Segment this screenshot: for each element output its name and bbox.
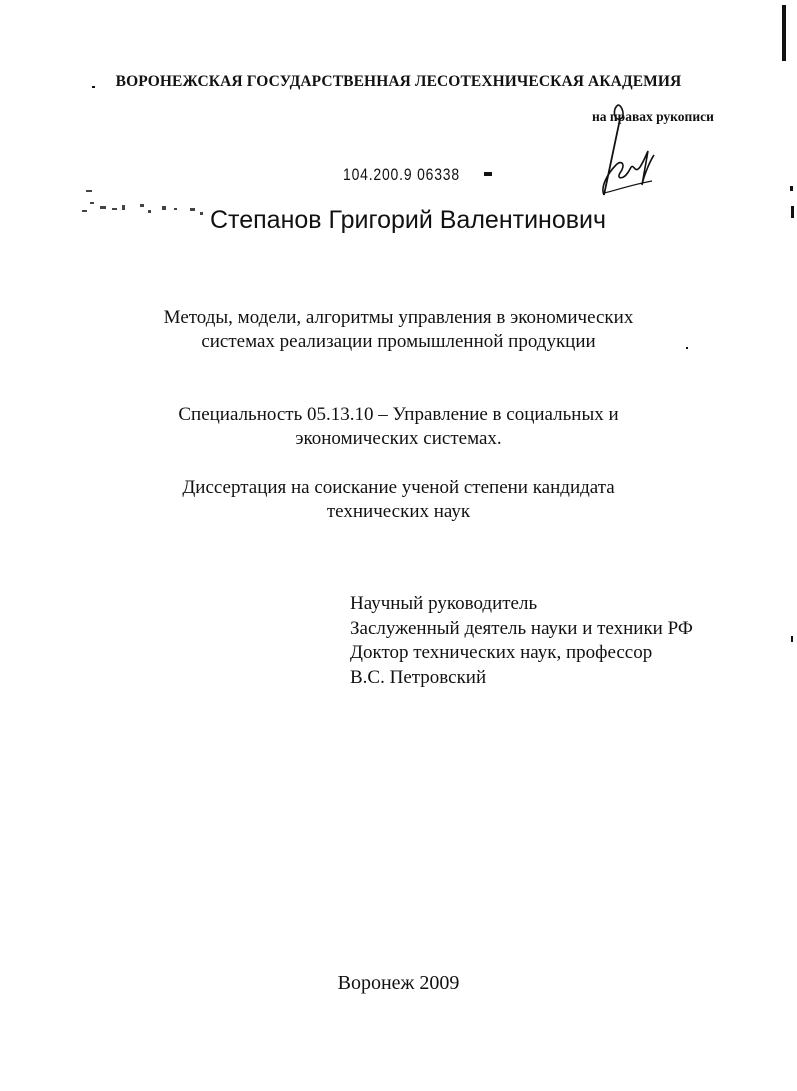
author-name: Степанов Григорий Валентинович [210, 206, 607, 234]
specialty-line: экономических системах. [295, 428, 502, 449]
scan-smudge [82, 186, 210, 222]
supervisor-block [350, 592, 693, 690]
specialty-line: Специальность 05.13.10 – Управление в социальных и [178, 404, 619, 425]
scan-dot [791, 636, 793, 642]
title-line: системах реализации промышленной продукции [201, 331, 596, 352]
supervisor-line: Доктор технических наук, профессор [350, 642, 653, 663]
scan-dot [790, 186, 793, 191]
dissertation-type [0, 476, 797, 524]
specialty [0, 403, 797, 451]
supervisor-line: В.С. Петровский [350, 666, 487, 688]
rights-note: на правах рукописи [592, 109, 714, 124]
supervisor-line: Заслуженный деятель науки и техники РФ [350, 617, 693, 639]
registration-dash [484, 172, 492, 176]
dissertation-line: Диссертация на соискание ученой степени кандидата [182, 477, 615, 498]
dissertation-title [0, 306, 797, 354]
registration-number: 104.200.9 06338 [343, 165, 460, 184]
scan-edge-mark [782, 5, 786, 61]
scan-dot [791, 206, 794, 218]
supervisor-line: Научный руководитель [350, 593, 538, 614]
organization-name: ВОРОНЕЖСКАЯ ГОСУДАРСТВЕННАЯ ЛЕСОТЕХНИЧЕСКАЯ АКАДЕМИЯ [115, 73, 682, 90]
title-line: Методы, модели, алгоритмы управления в экономических [163, 307, 634, 328]
dissertation-line: технических наук [326, 501, 471, 522]
city-year: Воронеж 2009 [337, 972, 460, 994]
signature-icon [590, 95, 670, 205]
